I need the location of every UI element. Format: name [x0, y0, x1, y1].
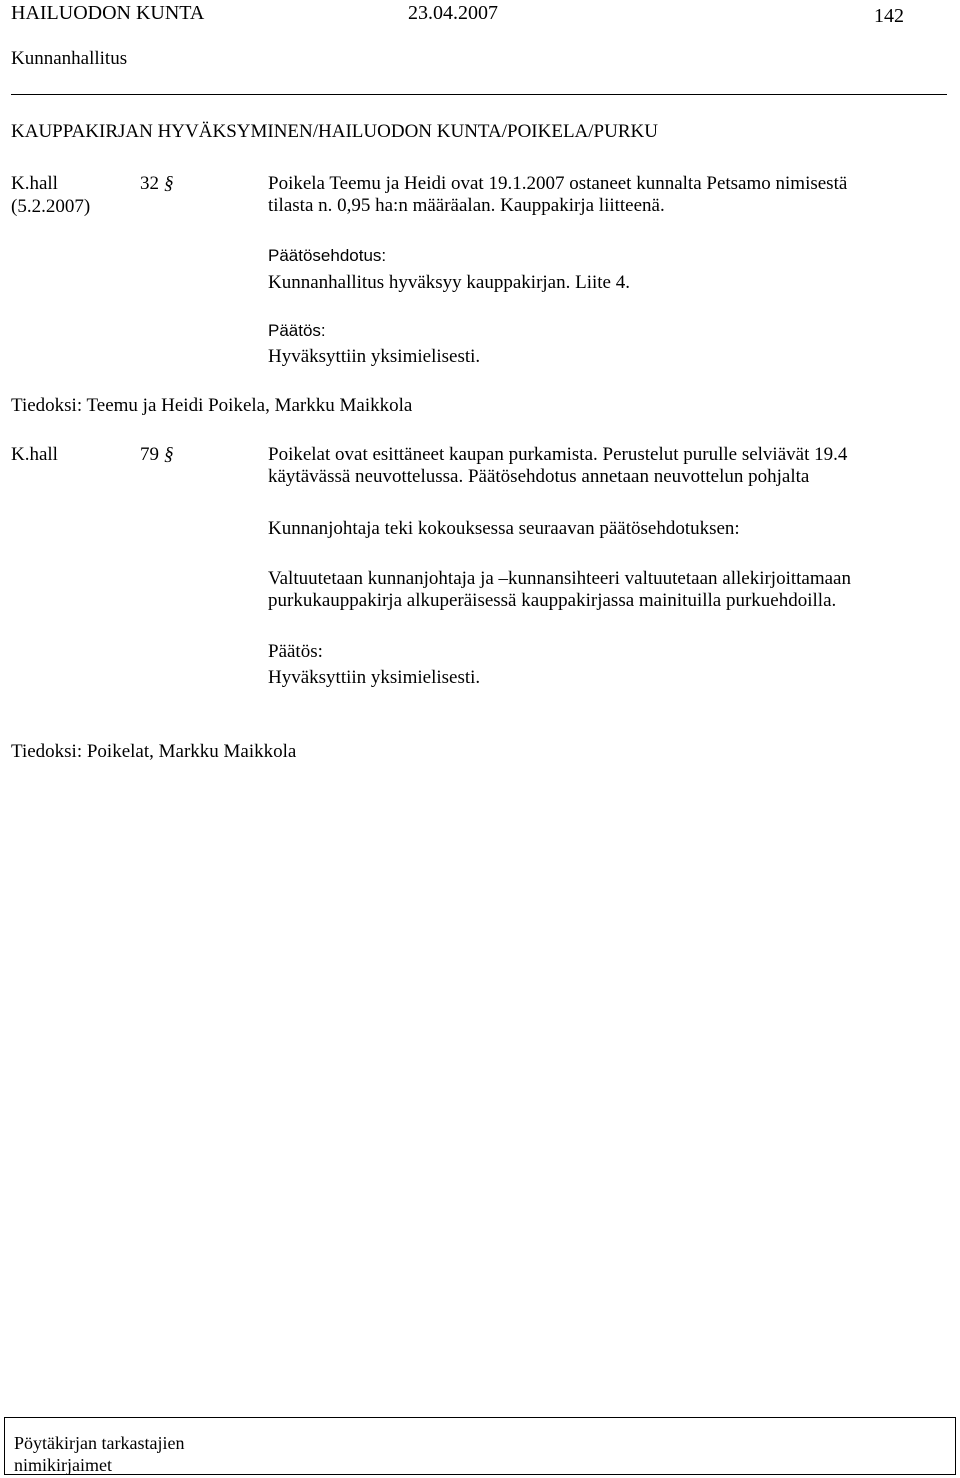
initials-label: Pöytäkirjan tarkastajien — [14, 1433, 185, 1453]
item2-section-mark: § — [164, 444, 174, 465]
item2-paragraph: Kunnanjohtaja teki kokouksessa seuraavan päätösehdotuksen: — [268, 518, 740, 539]
organ-name: Kunnanhallitus — [11, 48, 128, 69]
item2-section-number: 79 — [140, 444, 159, 465]
item2-text — [268, 444, 847, 488]
item1-ref-date: (5.2.2007) — [11, 196, 91, 217]
item2-ref-label: K.hall — [11, 444, 58, 465]
item1-decision-label: Päätös: — [268, 321, 326, 340]
item1-text-line: Poikela Teemu ja Heidi ovat 19.1.2007 ostaneet kunnalta Petsamo nimisestä — [268, 173, 848, 194]
item2-authorization — [268, 568, 851, 612]
matter-title: KAUPPAKIRJAN HYVÄKSYMINEN/HAILUODON KUNTA/POIKELA/PURKU — [11, 121, 658, 142]
initials-box — [4, 1417, 956, 1475]
item2-decision-label: Päätös: — [268, 641, 323, 662]
item1-section-mark: § — [164, 173, 174, 194]
item1-notify: Tiedoksi: Teemu ja Heidi Poikela, Markku Maikkola — [11, 395, 413, 416]
item2-decision-text: Hyväksyttiin yksimielisesti. — [268, 667, 481, 688]
item2-authorization-line: purkukauppakirja alkuperäisessä kauppakirjassa mainituilla purkuehdoilla. — [268, 590, 837, 611]
item1-text-line: tilasta n. 0,95 ha:n määräalan. Kauppakirja liitteenä. — [268, 195, 665, 216]
item2-authorization-line: Valtuutetaan kunnanjohtaja ja –kunnansihteeri valtuutetaan allekirjoittamaan — [268, 568, 851, 589]
item2-text-line: käytävässä neuvottelussa. Päätösehdotus annetaan neuvottelun pohjalta — [268, 466, 810, 487]
page-number: 142 — [874, 5, 904, 27]
item1-decision-text: Hyväksyttiin yksimielisesti. — [268, 346, 481, 367]
meeting-date: 23.04.2007 — [408, 2, 498, 24]
item2-notify: Tiedoksi: Poikelat, Markku Maikkola — [11, 741, 297, 762]
item1-ref-label: K.hall — [11, 173, 58, 194]
municipality-name: HAILUODON KUNTA — [11, 2, 205, 24]
item1-proposal-text: Kunnanhallitus hyväksyy kauppakirjan. Liite 4. — [268, 272, 630, 293]
item1-section-number: 32 — [140, 173, 159, 194]
initials-label-2: nimikirjaimet — [14, 1455, 112, 1475]
header-rule — [11, 94, 947, 95]
item1-text — [268, 173, 847, 217]
item1-proposal-label: Päätösehdotus: — [268, 246, 387, 265]
item2-text-line: Poikelat ovat esittäneet kaupan purkamista. Perustelut purulle selviävät 19.4 — [268, 444, 848, 465]
